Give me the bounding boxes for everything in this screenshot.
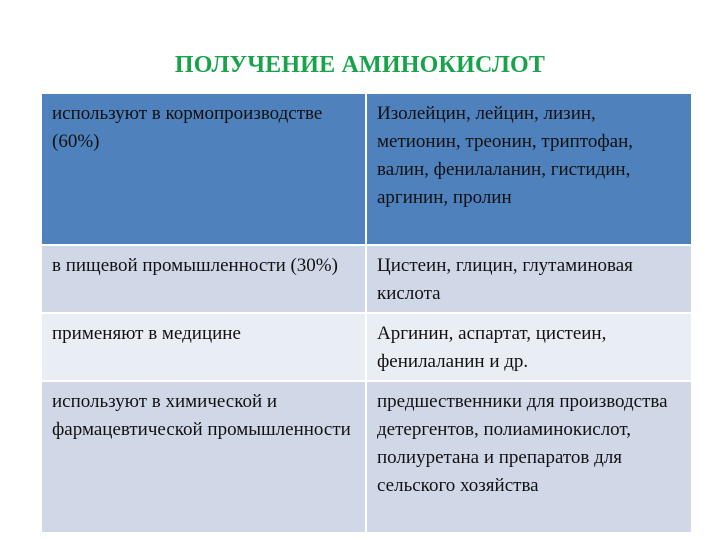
use-cell: применяют в медицине (41, 313, 366, 381)
items-cell: Аргинин, аспартат, цистеин, фенилаланин и др. (366, 313, 692, 381)
table-row (41, 381, 692, 533)
table-row (41, 313, 692, 381)
table-row (41, 245, 692, 313)
amino-acids-table (40, 92, 693, 534)
use-cell: используют в кормопроизводстве (60%) (41, 93, 366, 245)
items-cell: предшественники для производства детергентов, полиаминокислот, полиуретана и препаратов для сельского хозяйства (366, 381, 692, 533)
page-title: ПОЛУЧЕНИЕ АМИНОКИСЛОТ (174, 52, 546, 78)
items-cell: Цистеин, глицин, глутаминовая кислота (366, 245, 692, 313)
items-cell: Изолейцин, лейцин, лизин, метионин, треонин, триптофан, валин, фенилаланин, гистидин, аргинин, пролин (366, 93, 692, 245)
table-row (41, 93, 692, 245)
use-cell: в пищевой промышленности (30%) (41, 245, 366, 313)
use-cell: используют в химической и фармацевтической промышленности (41, 381, 366, 533)
